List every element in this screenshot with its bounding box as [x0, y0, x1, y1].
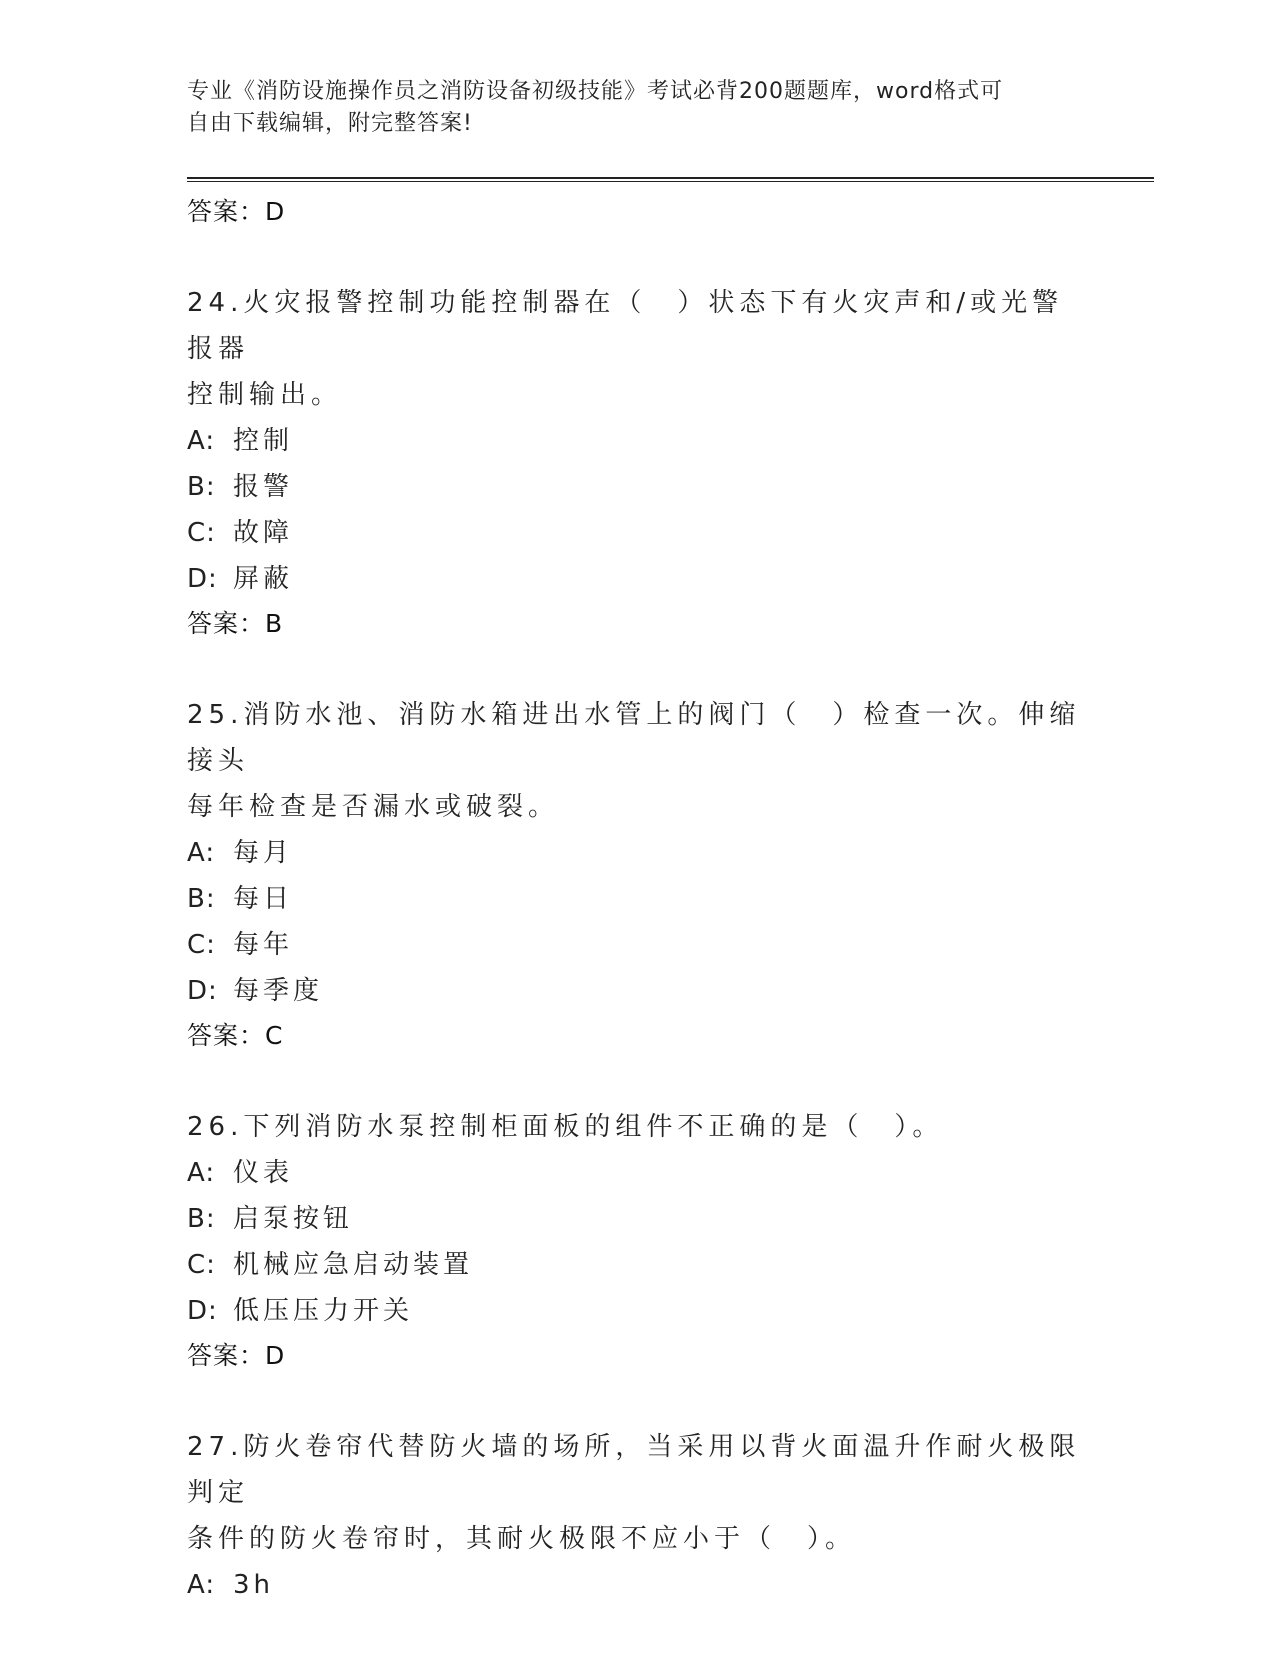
option-text: 低压压力开关	[233, 1296, 414, 1326]
option-text: 故障	[233, 518, 294, 548]
option-text: 机械应急启动装置	[233, 1250, 474, 1280]
document-body	[187, 190, 1087, 1654]
answer-line: 答案：B	[187, 609, 284, 638]
option-letter: D:	[187, 976, 218, 1006]
option-item	[187, 1196, 1087, 1242]
option-item	[187, 464, 1087, 510]
question-item	[187, 692, 1087, 1058]
question-item	[187, 280, 1087, 646]
answer-line: 答案：D	[187, 1341, 286, 1370]
option-item	[187, 1242, 1087, 1288]
header-line-2: 自由下载编辑，附完整答案!	[187, 111, 473, 136]
option-letter: C:	[187, 930, 216, 960]
option-text: 报警	[233, 472, 294, 502]
option-letter: D:	[187, 1296, 218, 1326]
option-letter: A:	[187, 1158, 216, 1188]
option-text: 每月	[233, 838, 294, 868]
option-letter: C:	[187, 1250, 216, 1280]
answer-line: 答案：C	[187, 1021, 284, 1050]
question-item	[187, 1104, 1087, 1378]
question-text: 控制输出。	[187, 380, 343, 410]
question-text: 每年检查是否漏水或破裂。	[187, 792, 560, 822]
option-item	[187, 922, 1087, 968]
option-text: 每季度	[233, 976, 324, 1006]
option-letter: D:	[187, 564, 218, 594]
page-header	[187, 76, 1087, 140]
option-text: 屏蔽	[233, 564, 294, 594]
option-text: 每年	[233, 930, 294, 960]
option-item	[187, 1288, 1087, 1334]
option-item	[187, 968, 1087, 1014]
question-text: 条件的防火卷帘时，其耐火极限不应小于（ ）。	[187, 1524, 857, 1554]
answer-line: 答案：D	[187, 197, 286, 226]
option-text: 3h	[233, 1570, 275, 1600]
option-text: 控制	[233, 426, 294, 456]
header-divider	[187, 177, 1154, 182]
option-item	[187, 418, 1087, 464]
option-text: 启泵按钮	[233, 1204, 354, 1234]
question-item	[187, 1424, 1087, 1608]
option-item	[187, 1562, 1087, 1608]
question-text: 25.消防水池、消防水箱进出水管上的阀门（ ）检查一次。伸缩接头	[187, 700, 1081, 776]
option-text: 每日	[233, 884, 294, 914]
option-letter: A:	[187, 1570, 216, 1600]
question-text: 26.下列消防水泵控制柜面板的组件不正确的是（ ）。	[187, 1112, 944, 1142]
question-text: 27.防火卷帘代替防火墙的场所，当采用以背火面温升作耐火极限判定	[187, 1432, 1081, 1508]
option-item	[187, 556, 1087, 602]
option-item	[187, 510, 1087, 556]
option-letter: C:	[187, 518, 216, 548]
question-text: 24.火灾报警控制功能控制器在（ ）状态下有火灾声和/或光警报器	[187, 288, 1064, 364]
option-letter: A:	[187, 426, 216, 456]
option-letter: A:	[187, 838, 216, 868]
header-line-1: 专业《消防设施操作员之消防设备初级技能》考试必背200题题库，word格式可	[187, 79, 1004, 104]
option-letter: B:	[187, 1204, 216, 1234]
option-text: 仪表	[233, 1158, 294, 1188]
option-letter: B:	[187, 472, 216, 502]
option-item	[187, 830, 1087, 876]
option-letter: B:	[187, 884, 216, 914]
option-item	[187, 876, 1087, 922]
question-list	[187, 280, 1087, 1608]
option-item	[187, 1150, 1087, 1196]
